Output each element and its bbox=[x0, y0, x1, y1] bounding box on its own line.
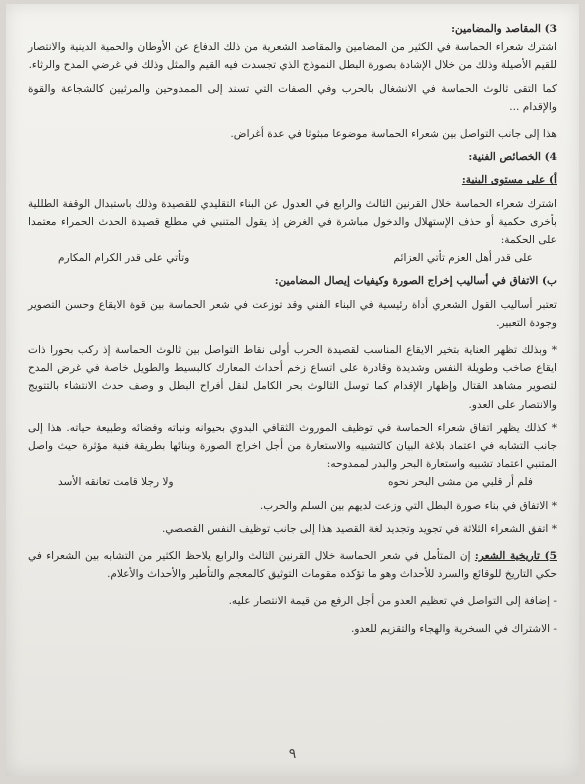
verse-1-second-hemistich: وتأتي على قدر الكرام المكارم bbox=[58, 252, 190, 265]
paragraph-history-3: - الاشتراك في السخرية والهجاء والتقزيم للعدو. bbox=[351, 622, 557, 635]
verse-1-first-hemistich: على قدر أهل العزم تأتي العزائم bbox=[393, 252, 533, 265]
page-number: ٩ bbox=[288, 746, 297, 762]
subheading-structure: أ) على مستوى البنية: bbox=[461, 174, 557, 187]
section-heading-history: 5) تاريخية الشعر: bbox=[474, 550, 557, 563]
subheading-styles: ب) الاتفاق في أساليب إخراج الصورة وكيفيات إيصال المضامين: bbox=[274, 275, 557, 288]
verse-2-first-hemistich: فلم أر قلبي من مشى البحر نحوه bbox=[387, 476, 533, 489]
paragraph-history-2: - إضافة إلى التواصل في تعظيم العدو من أجل الرفع من قيمة الانتصار عليه. bbox=[228, 595, 557, 608]
paragraph-styles-4: * الاتفاق في بناء صورة البطل التي وزعت لديهم بين السلم والحرب. bbox=[259, 499, 557, 512]
document-body bbox=[28, 20, 557, 638]
paragraph-history-1-text: إن المتأمل في شعر الحماسة خلال القرنين الثالث والرابع يلاحظ الكثير من التشابه بين الشعراء في حكي التاريخ للوقائع والسرد للأحداث وهو ما تؤكده مقومات التوثيق كالمعجم والتأطير والأحداث والأعلام. bbox=[28, 550, 557, 581]
verse-2-second-hemistich: ولا رجلا قامت تعانقه الأسد bbox=[58, 476, 174, 489]
section-heading-artistic: 4) الخصائص الفنية: bbox=[468, 151, 557, 164]
paragraph-aims-3: هذا إلى جانب التواصل بين شعراء الحماسة موضوعا مبثوثا في عدة أغراض. bbox=[230, 128, 557, 141]
paragraph-history-1 bbox=[28, 547, 557, 583]
section-heading-aims: 3) المقاصد والمضامين: bbox=[451, 23, 557, 35]
paragraph-styles-2: * وبذلك تظهر العناية بتخير الايقاع المناسب لقصيدة الحرب أولى نقاط التواصل بين ثالوث الحماسة إذ ركب بحورا ذات ايقاع صاخب وطويلة النفس وشديدة وقادرة على اتساع زخم أحداث المعارك كالبسيط والطويل خاصة في غرض المدح لتصوير مشاهد القتال وإظهار الإقدام كما توسل الثالوث بحر الكامل لنقل أفراح البطل و وصف حدث الانتشاء بالتتويج والانتصار على العدو. bbox=[28, 344, 557, 411]
paragraph-aims-2: كما التقى ثالوث الحماسة في الانشغال بالحرب وفي الصفات التي تسند إلى الممدوحين والمرثيين كالشجاعة والقوة والإقدام ... bbox=[28, 82, 557, 113]
verse-line-2 bbox=[28, 473, 557, 491]
paragraph-aims-1: اشترك شعراء الحماسة في الكثير من المضامين والمقاصد الشعرية من ذلك الدفاع عن الأوطان والحمية الدينية والانتصار للقيم الأصيلة وذلك من خلال الإشادة بصورة البطل النموذج الذي تجسدت فيه القيم والمثل وذلك في غرضي المدح والرثاء. bbox=[28, 41, 557, 72]
paragraph-styles-5: * اتفق الشعراء الثلاثة في تجويد وتجديد لغة القصيد هذا إلى جانب توظيف النفس القصصي. bbox=[161, 522, 557, 535]
document-page bbox=[6, 4, 579, 776]
verse-line-1 bbox=[28, 249, 557, 267]
paragraph-styles-1: تعتبر أساليب القول الشعري أداة رئيسية في البناء الفني وقد توزعت في شعر الحماسة بين قوة الايقاع وحسن التصوير وجودة التعبير. bbox=[28, 298, 557, 329]
paragraph-styles-3: * كذلك يظهر اتفاق شعراء الحماسة في توظيف الموروث الثقافي البدوي بحيوانه ونباته وفضائه وطبيعة حياته. هذا إلى جانب التشابه في اعتماد بلاغة البيان كالتشبيه والاستعارة من أجل اخراج الصورة وبنائها بطريقة فنية مؤثرة حيث واصل المتنبي اعتماد تشبيه واستعارة البحر والبدر لممدوحه: bbox=[28, 421, 557, 471]
paragraph-structure: اشترك شعراء الحماسة خلال القرنين الثالث والرابع في العدول عن البناء التقليدي للقصيدة وذلك باستبدال الوقفة الطللية بأخرى حكمية أو حذف الإستهلال والدخول مباشرة في الغرض إذ يقول المتنبي في مطلع قصيدة الحدث الحمراء معتمدا على الحكمة: bbox=[28, 197, 557, 247]
